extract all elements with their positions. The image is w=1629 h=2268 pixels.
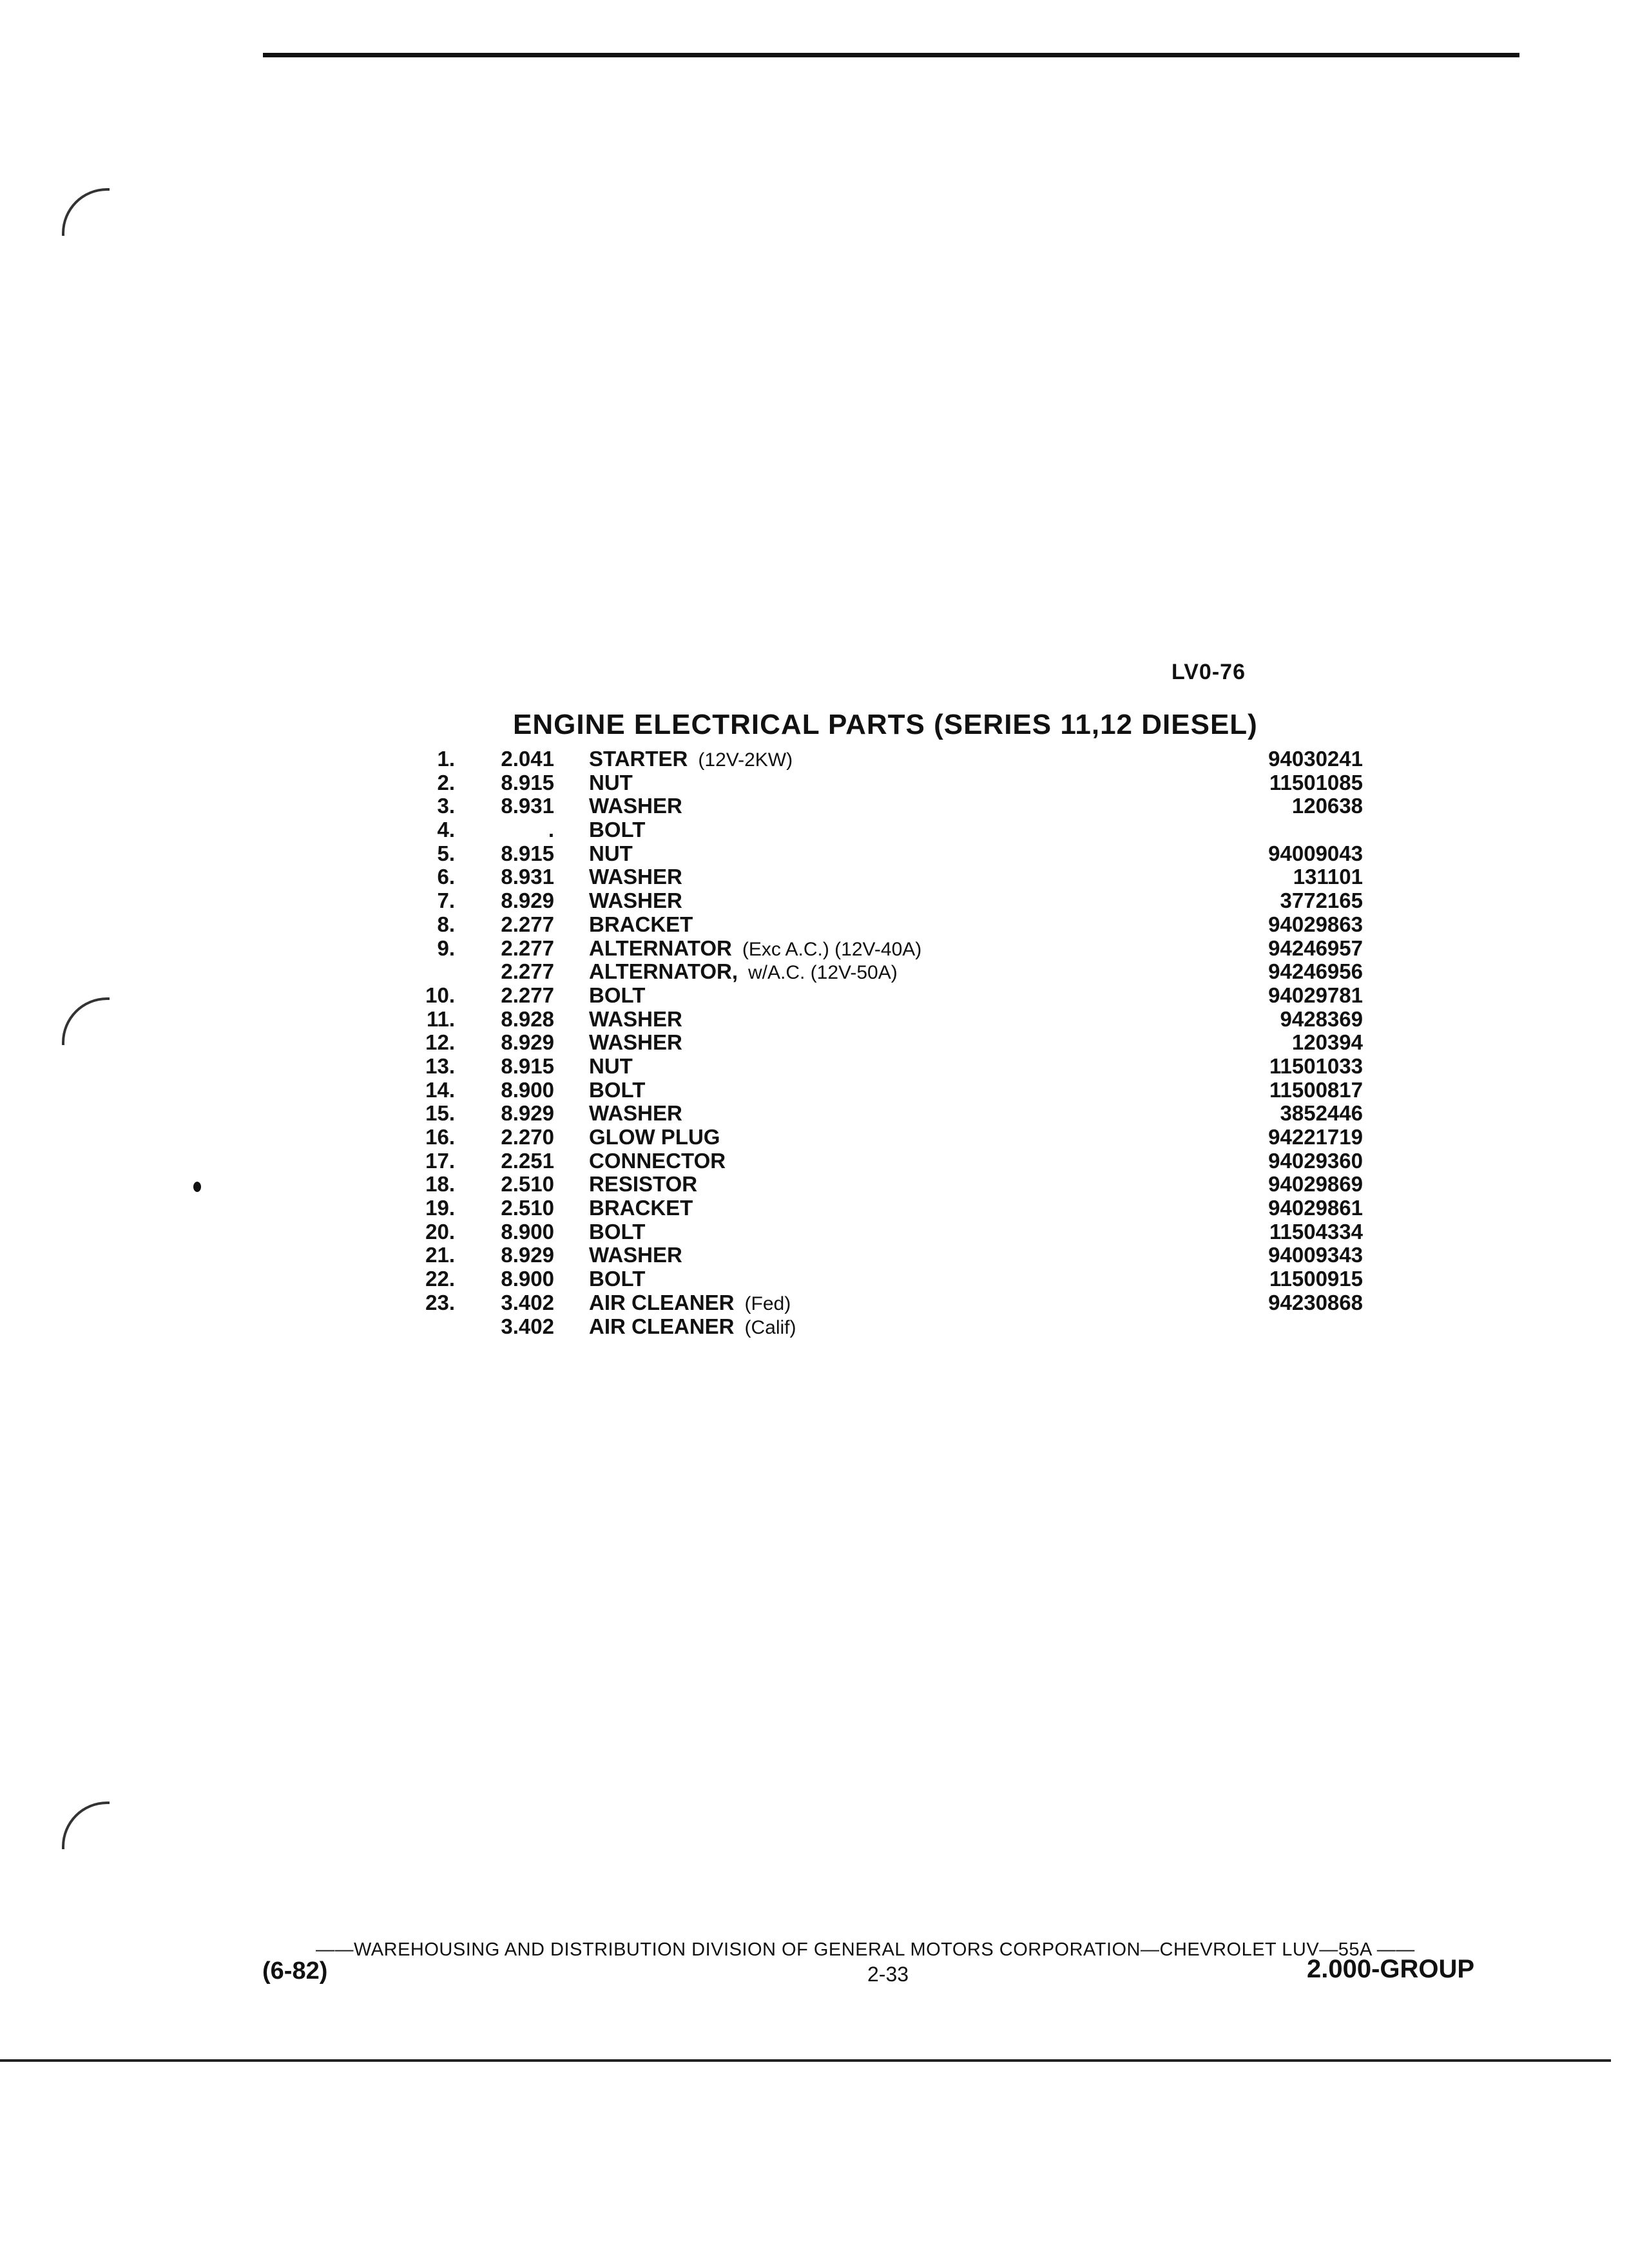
part-item-number: 4.: [437, 818, 455, 842]
part-row: [412, 747, 1366, 771]
part-item-number: 6.: [437, 865, 455, 889]
part-row: [412, 1196, 1366, 1220]
part-group-number: 2.277: [501, 912, 554, 936]
part-group-number: 8.929: [501, 889, 554, 913]
footer-group: 2.000-GROUP: [1307, 1955, 1475, 1983]
part-description: [589, 1315, 1233, 1340]
part-description: [589, 794, 1233, 818]
part-item-number: 5.: [437, 841, 455, 865]
part-description: [589, 865, 1233, 889]
part-name: RESISTOR: [589, 1173, 704, 1196]
part-name: WASHER: [589, 865, 689, 889]
part-number: 94009343: [1268, 1243, 1363, 1267]
part-description: [589, 842, 1233, 866]
part-description: [589, 1220, 1233, 1244]
part-number: 94230868: [1268, 1290, 1363, 1314]
part-name: NUT: [589, 771, 639, 794]
part-description: [589, 1196, 1233, 1220]
dot-leader: [589, 1283, 1233, 1285]
part-row: [412, 1267, 1366, 1291]
part-name: BRACKET: [589, 913, 699, 936]
part-description: [589, 1173, 1233, 1196]
part-name: ALTERNATOR: [589, 937, 738, 960]
part-description: [589, 1149, 1233, 1173]
part-description: [589, 771, 1233, 795]
part-group-number: 2.277: [501, 959, 554, 984]
footer-date: (6-82): [262, 1957, 328, 1984]
part-name: WASHER: [589, 1244, 689, 1267]
part-group-number: 8.928: [501, 1006, 554, 1031]
part-group-number: 8.915: [501, 770, 554, 794]
part-row: [412, 865, 1366, 889]
part-description: [589, 937, 1233, 962]
part-number: 94246956: [1268, 959, 1363, 984]
dot-leader: [589, 1070, 1233, 1073]
part-row: [412, 1173, 1366, 1196]
page-title: ENGINE ELECTRICAL PARTS (SERIES 11,12 DIESEL): [513, 709, 1258, 740]
part-row: [412, 842, 1366, 866]
part-number: 94030241: [1268, 747, 1363, 771]
part-description: [589, 960, 1233, 985]
part-number: 11500817: [1269, 1077, 1363, 1102]
part-group-number: 8.931: [501, 794, 554, 818]
part-item-number: 16.: [425, 1125, 455, 1149]
part-item-number: 12.: [425, 1030, 455, 1055]
part-item-number: 17.: [425, 1148, 455, 1173]
part-number: 9428369: [1280, 1006, 1363, 1031]
dot-leader: [589, 1235, 1233, 1238]
part-number: 94029861: [1268, 1196, 1363, 1220]
part-description: [589, 984, 1233, 1008]
part-name: BRACKET: [589, 1196, 699, 1220]
part-group-number: 8.900: [501, 1077, 554, 1102]
part-item-number: 3.: [437, 794, 455, 818]
part-group-number: 2.510: [501, 1172, 554, 1196]
part-number: 94029869: [1268, 1172, 1363, 1196]
part-number: 94246957: [1268, 936, 1363, 960]
part-group-number: 2.277: [501, 936, 554, 960]
part-group-number: 8.931: [501, 865, 554, 889]
part-item-number: 15.: [425, 1101, 455, 1126]
part-group-number: 2.251: [501, 1148, 554, 1173]
part-description: [589, 1008, 1233, 1032]
part-row: [412, 818, 1366, 842]
part-name: NUT: [589, 842, 639, 865]
part-row: [412, 1055, 1366, 1079]
part-row: [412, 771, 1366, 795]
part-description: [589, 1102, 1233, 1126]
part-group-number: 2.270: [501, 1125, 554, 1149]
punch-hole-mark-top: [62, 188, 110, 236]
part-qualifier: (Calif): [745, 1317, 803, 1338]
part-row: [412, 1315, 1366, 1339]
part-row: [412, 1079, 1366, 1102]
part-item-number: 19.: [425, 1196, 455, 1220]
part-number: 120638: [1291, 794, 1363, 818]
part-description: [589, 889, 1233, 913]
punch-hole-mark-bottom: [62, 1802, 110, 1849]
bottom-rule: [0, 2059, 1611, 2062]
part-number: 3852446: [1280, 1101, 1363, 1126]
parts-list: [412, 747, 1366, 1338]
part-name: WASHER: [589, 1008, 689, 1031]
part-number: 120394: [1291, 1030, 1363, 1055]
part-row: [412, 937, 1366, 961]
part-group-number: .: [548, 818, 554, 842]
part-item-number: 23.: [425, 1290, 455, 1314]
part-item-number: 9.: [437, 936, 455, 960]
part-row: [412, 1149, 1366, 1173]
part-row: [412, 794, 1366, 818]
part-number: 11500915: [1269, 1267, 1363, 1291]
dot-leader: [589, 786, 1233, 789]
part-qualifier: (Fed): [745, 1293, 798, 1314]
part-description: [589, 1291, 1233, 1316]
part-description: [589, 747, 1233, 773]
part-item-number: 14.: [425, 1077, 455, 1102]
part-group-number: 8.929: [501, 1243, 554, 1267]
part-row: [412, 1126, 1366, 1149]
part-description: [589, 1267, 1233, 1291]
part-item-number: 18.: [425, 1172, 455, 1196]
part-qualifier: w/A.C. (12V-50A): [748, 962, 904, 983]
part-name: GLOW PLUG: [589, 1126, 726, 1149]
part-item-number: 13.: [425, 1053, 455, 1078]
part-name: WASHER: [589, 1031, 689, 1054]
part-group-number: 8.900: [501, 1267, 554, 1291]
part-name: BOLT: [589, 818, 651, 841]
part-item-number: 20.: [425, 1219, 455, 1244]
part-name: WASHER: [589, 889, 689, 912]
part-name: AIR CLEANER: [589, 1315, 741, 1338]
part-number: 94029781: [1268, 983, 1363, 1007]
part-number: 94029863: [1268, 912, 1363, 936]
part-number: 11504334: [1269, 1219, 1363, 1244]
part-group-number: 8.900: [501, 1219, 554, 1244]
specks-dot: [193, 1182, 201, 1192]
punch-hole-mark-middle: [62, 997, 110, 1045]
part-description: [589, 1244, 1233, 1267]
part-row: [412, 1291, 1366, 1315]
part-item-number: 10.: [425, 983, 455, 1007]
part-number: 11501033: [1269, 1053, 1363, 1078]
part-row: [412, 889, 1366, 913]
part-name: STARTER: [589, 747, 694, 771]
part-description: [589, 1055, 1233, 1079]
part-name: WASHER: [589, 1102, 689, 1125]
part-row: [412, 1102, 1366, 1126]
part-name: AIR CLEANER: [589, 1291, 741, 1314]
top-rule: [263, 53, 1519, 57]
part-row: [412, 1008, 1366, 1032]
dot-leader: [589, 857, 1233, 860]
part-group-number: 2.277: [501, 983, 554, 1007]
part-number: 131101: [1293, 865, 1363, 889]
dot-leader: [589, 1093, 1233, 1096]
part-row: [412, 1244, 1366, 1267]
part-description: [589, 913, 1233, 937]
part-row: [412, 1220, 1366, 1244]
part-name: BOLT: [589, 1267, 651, 1291]
part-name: CONNECTOR: [589, 1149, 732, 1173]
part-description: [589, 818, 1233, 842]
part-qualifier: (Exc A.C.) (12V-40A): [742, 939, 928, 960]
part-group-number: 8.915: [501, 1053, 554, 1078]
part-item-number: 22.: [425, 1267, 455, 1291]
dot-leader: [589, 999, 1233, 1002]
part-number: 11501085: [1269, 770, 1363, 794]
part-row: [412, 960, 1366, 984]
footer-publisher-line: ——WAREHOUSING AND DISTRIBUTION DIVISION OF GENERAL MOTORS CORPORATION—CHEVROLET LUV—55A ——: [316, 1939, 1415, 1960]
part-item-number: 21.: [425, 1243, 455, 1267]
part-item-number: 11.: [426, 1006, 455, 1031]
part-name: BOLT: [589, 984, 651, 1007]
part-item-number: 7.: [437, 889, 455, 913]
part-description: [589, 1031, 1233, 1055]
dot-leader: [589, 834, 1233, 836]
part-row: [412, 984, 1366, 1008]
footer-page-number: 2-33: [867, 1963, 909, 1986]
part-description: [589, 1126, 1233, 1149]
part-group-number: 3.402: [501, 1290, 554, 1314]
part-item-number: 8.: [437, 912, 455, 936]
part-name: ALTERNATOR,: [589, 960, 744, 983]
part-number: 94009043: [1268, 841, 1363, 865]
part-name: BOLT: [589, 1079, 651, 1102]
part-number: 94221719: [1268, 1125, 1363, 1149]
part-number: 3772165: [1280, 889, 1363, 913]
part-name: NUT: [589, 1055, 639, 1078]
part-group-number: 2.510: [501, 1196, 554, 1220]
document-code: LV0-76: [1171, 660, 1246, 684]
part-row: [412, 1031, 1366, 1055]
part-row: [412, 913, 1366, 937]
part-name: BOLT: [589, 1220, 651, 1244]
part-group-number: 2.041: [501, 747, 554, 771]
part-item-number: 1.: [437, 747, 455, 771]
part-group-number: 8.929: [501, 1030, 554, 1055]
part-group-number: 8.915: [501, 841, 554, 865]
part-qualifier: (12V-2KW): [698, 749, 799, 771]
part-item-number: 2.: [437, 770, 455, 794]
part-description: [589, 1079, 1233, 1102]
part-number: 94029360: [1268, 1148, 1363, 1173]
part-group-number: 8.929: [501, 1101, 554, 1126]
part-group-number: 3.402: [501, 1314, 554, 1338]
part-name: WASHER: [589, 794, 689, 818]
